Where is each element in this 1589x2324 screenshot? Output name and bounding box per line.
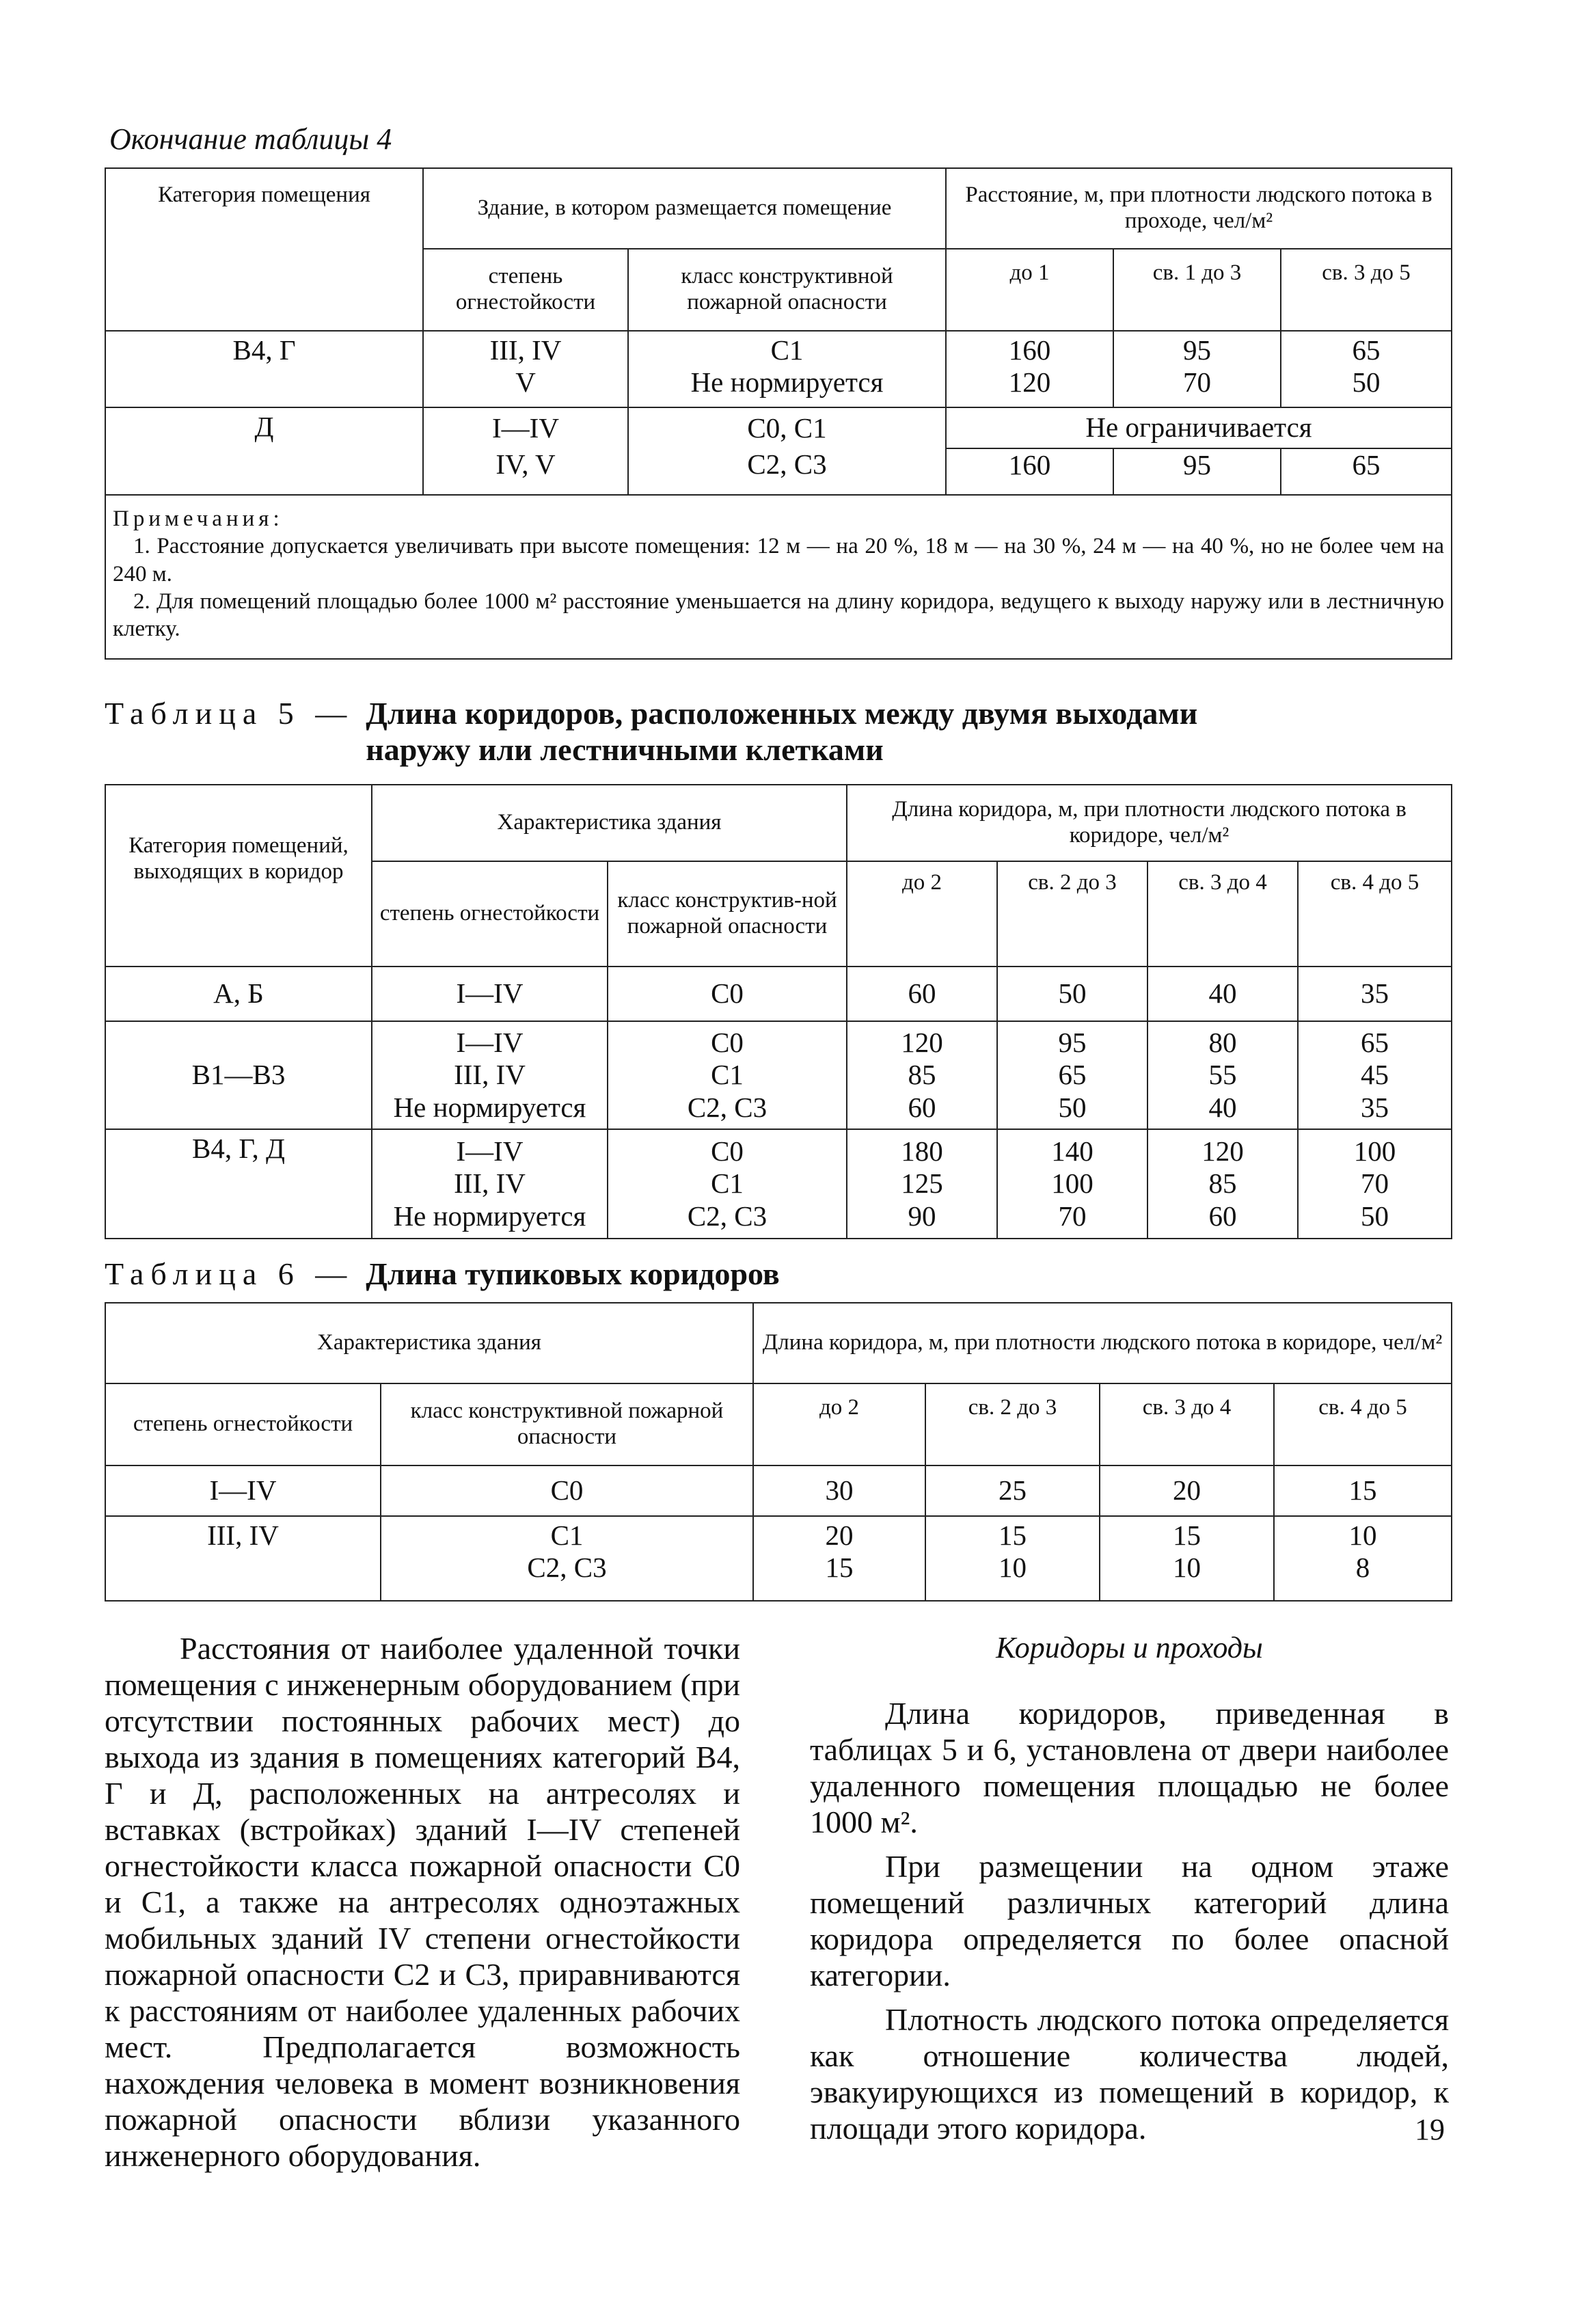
t6-r2-fire-resistance: III, IV (105, 1516, 381, 1601)
t4-r2-fire-resistance-a: I—IV (423, 407, 628, 448)
note-1: 1. Расстояние допускается увеличивать при высоте помещения: 12 м — на 20 %, 18 м — на 30 %, 24 м — на 40 %, но не более чем на 240 м. (113, 534, 1445, 586)
table-5-title: Длина коридоров, расположенных между двумя выходами наружу или лестничными клетками (366, 696, 1198, 767)
right-paragraph-2: При размещении на одном этаже помещений различных категорий длина коридора определяется по более опасной категории. (810, 1849, 1449, 1992)
table-5-label: Таблица 5 — (105, 696, 354, 731)
t5-header-category: Категория помещений, выходящих в коридор (105, 785, 372, 967)
t6-header-building: Характеристика здания (105, 1303, 753, 1383)
t4-r2-hazard-class-a: С0, С1 (628, 407, 946, 448)
page-number: 19 (1415, 2113, 1445, 2146)
t4-r2-v2: 95 (1113, 448, 1281, 495)
note-2: 2. Для помещений площадью более 1000 м² расстояние уменьшается на длину коридора, ведущего к выходу наружу или в лестничную клетку. (113, 589, 1445, 641)
t4-r1-hazard-class: С1 Не нормируется (628, 331, 946, 407)
t4-r1-fire-resistance: III, IV V (423, 331, 628, 407)
t5-header-length: Длина коридора, м, при плотности людского потока в коридоре, чел/м² (847, 785, 1452, 861)
t5-r2-v4: 65 45 35 (1298, 1021, 1452, 1129)
right-paragraph-3: Плотность людского потока определяется как отношение количества людей, эвакуирующихся из помещений в коридор, к площади этого коридора. (810, 2002, 1449, 2146)
t4-header-category: Категория помещения (105, 168, 423, 331)
t6-r2-v2: 15 10 (925, 1516, 1100, 1601)
table-5 (105, 784, 1452, 1239)
t5-header-fire-resistance: степень огнестойкости (372, 861, 608, 967)
t4-header-d2: св. 1 до 3 (1113, 249, 1281, 331)
t4-r2-category: Д (105, 407, 423, 495)
right-paragraph-1: Длина коридоров, приведенная в таблицах 5 и 6, установлена от двери наиболее удаленного помещения площадью не более 1000 м². (810, 1696, 1449, 1839)
t4-r2-fire-resistance-b: IV, V (423, 448, 628, 495)
t6-r1-fire-resistance: I—IV (105, 1465, 381, 1516)
table-6 (105, 1302, 1452, 1602)
t5-r3-v4: 100 70 50 (1298, 1129, 1452, 1239)
t4-r2-hazard-class-b: С2, С3 (628, 448, 946, 495)
t6-header-d3: св. 3 до 4 (1100, 1383, 1274, 1465)
t5-r1-fire-resistance: I—IV (372, 967, 608, 1021)
t5-r1-hazard-class: С0 (608, 967, 847, 1021)
t4-header-building: Здание, в котором размещается помещение (423, 168, 946, 249)
t6-r1-v2: 25 (925, 1465, 1100, 1516)
t5-r3-hazard-class: С0 С1 С2, С3 (608, 1129, 847, 1239)
t5-r2-v1: 120 85 60 (847, 1021, 997, 1129)
t6-r1-v1: 30 (753, 1465, 925, 1516)
t6-r1-hazard-class: С0 (381, 1465, 753, 1516)
t4-r2-v3: 65 (1281, 448, 1452, 495)
t6-header-hazard-class: класс конструктивной пожарной опасности (381, 1383, 753, 1465)
table-6-label: Таблица 6 — (105, 1256, 354, 1291)
continuation-title: Окончание таблицы 4 (109, 122, 392, 156)
t6-header-d1: до 2 (753, 1383, 925, 1465)
left-column (105, 1630, 740, 2174)
t5-r3-v3: 120 85 60 (1147, 1129, 1298, 1239)
t5-r3-v1: 180 125 90 (847, 1129, 997, 1239)
t4-r1-v2: 95 70 (1113, 331, 1281, 407)
t6-r2-v1: 20 15 (753, 1516, 925, 1601)
t4-r1-v1: 160 120 (946, 331, 1113, 407)
t5-header-d4: св. 4 до 5 (1298, 861, 1452, 967)
t6-header-fire-resistance: степень огнестойкости (105, 1383, 381, 1465)
t4-header-d1: до 1 (946, 249, 1113, 331)
t4-header-hazard-class: класс конструктивной пожарной опасности (628, 249, 946, 331)
t6-r2-v3: 15 10 (1100, 1516, 1274, 1601)
t6-r2-v4: 10 8 (1274, 1516, 1452, 1601)
t4-header-fire-resistance: степень огнестойкости (423, 249, 628, 331)
t5-r1-v3: 40 (1147, 967, 1298, 1021)
t5-r1-category: А, Б (105, 967, 372, 1021)
t5-r3-v2: 140 100 70 (997, 1129, 1147, 1239)
t5-r3-fire-resistance: I—IV III, IV Не нормируется (372, 1129, 608, 1239)
t5-header-building: Характеристика здания (372, 785, 847, 861)
left-paragraph: Расстояния от наиболее удаленной точки помещения с инженерным оборудованием (при отсутствии постоянных рабочих мест) до выхода из здания в помещениях категорий В4, Г и Д, расположенных на антресолях и вставках (встройках) зданий I—IV степеней огнестойкости класса пожарной опасности С0 и С1, а также на антресолях одноэтажных мобильных зданий IV степени огнестойкости пожарной опасности С2 и С3, приравниваются к расстояниям от наиболее удаленных рабочих мест. Предполагается возможность нахождения человека в момент возникновения пожарной опасности вблизи указанного инженерного оборудования. (105, 1631, 740, 2173)
t6-r2-hazard-class: С1 С2, С3 (381, 1516, 753, 1601)
t4-r1-category: В4, Г (105, 331, 423, 407)
section-heading: Коридоры и проходы (996, 1631, 1263, 1664)
t5-r2-v2: 95 65 50 (997, 1021, 1147, 1129)
table-5-caption (105, 696, 1444, 768)
t4-r1-v3: 65 50 (1281, 331, 1452, 407)
t6-header-length: Длина коридора, м, при плотности людского потока в коридоре, чел/м² (753, 1303, 1452, 1383)
t5-r3-category: В4, Г, Д (105, 1129, 372, 1239)
t6-r1-v4: 15 (1274, 1465, 1452, 1516)
notes-heading: Примечания: (113, 506, 284, 531)
t4-r2-v1: 160 (946, 448, 1113, 495)
t5-r2-category: В1—В3 (105, 1021, 372, 1129)
t5-header-d3: св. 3 до 4 (1147, 861, 1298, 967)
right-column (810, 1630, 1449, 2146)
t5-r2-fire-resistance: I—IV III, IV Не нормируется (372, 1021, 608, 1129)
t4-r2-unlimited: Не ограничивается (946, 407, 1452, 448)
t6-header-d4: св. 4 до 5 (1274, 1383, 1452, 1465)
t5-r1-v4: 35 (1298, 967, 1452, 1021)
table-6-title: Длина тупиковых коридоров (366, 1256, 780, 1291)
t5-r2-v3: 80 55 40 (1147, 1021, 1298, 1129)
t6-r1-v3: 20 (1100, 1465, 1274, 1516)
table-6-caption (105, 1256, 780, 1293)
t5-r1-v1: 60 (847, 967, 997, 1021)
t5-r1-v2: 50 (997, 967, 1147, 1021)
t5-header-d2: св. 2 до 3 (997, 861, 1147, 967)
t5-header-hazard-class: класс конструктив-ной пожарной опасности (608, 861, 847, 967)
t5-header-d1: до 2 (847, 861, 997, 967)
t5-r2-hazard-class: С0 С1 С2, С3 (608, 1021, 847, 1129)
t4-notes (105, 495, 1452, 659)
t6-header-d2: св. 2 до 3 (925, 1383, 1100, 1465)
table-4 (105, 167, 1452, 660)
t4-header-d3: св. 3 до 5 (1281, 249, 1452, 331)
t4-header-distance: Расстояние, м, при плотности людского потока в проходе, чел/м² (946, 168, 1452, 249)
